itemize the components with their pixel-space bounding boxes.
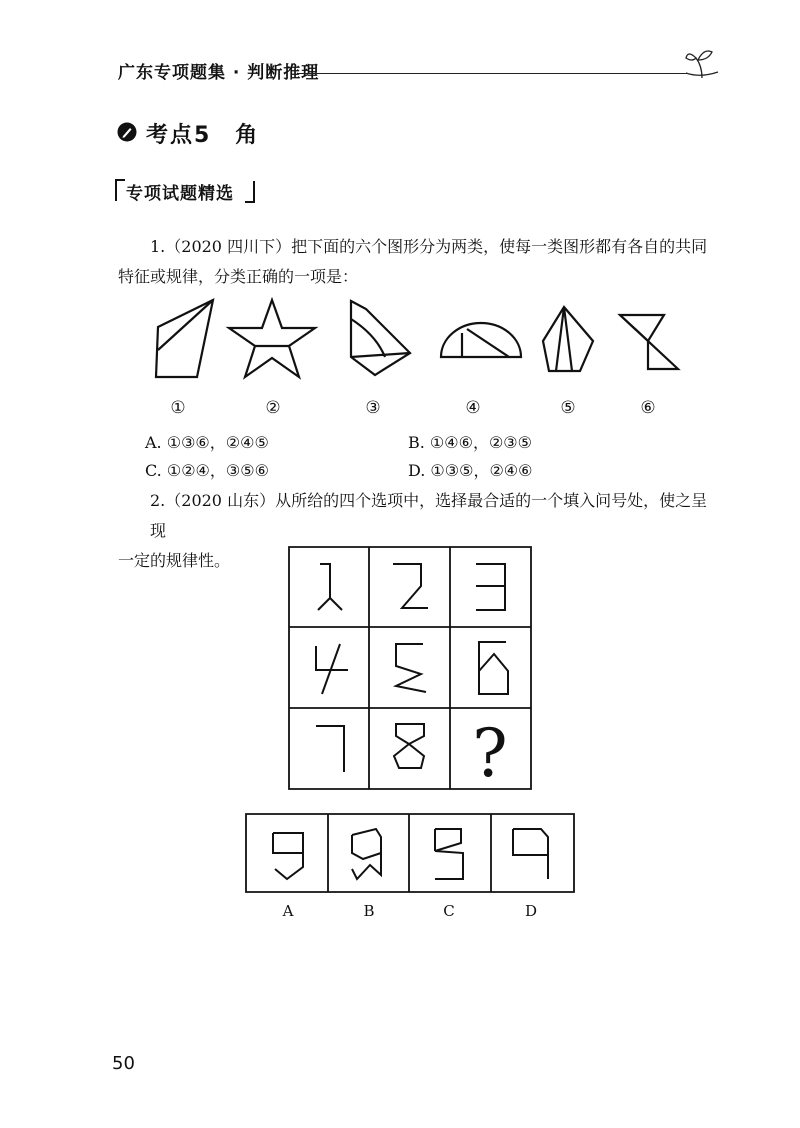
choice-label-c: C	[443, 902, 455, 920]
choice-label-a: A	[282, 902, 294, 920]
answer-choices	[245, 813, 575, 893]
grid-cell-1-glyph	[318, 564, 342, 610]
figure-label-4: ④	[465, 398, 481, 418]
option-b[interactable]: B. ①④⑥，②③⑤	[408, 433, 532, 452]
figure-label-6: ⑥	[640, 398, 656, 418]
header-rule	[298, 73, 688, 74]
question-1-line-2: 特征或规律，分类正确的一项是：	[118, 267, 359, 286]
option-a[interactable]: A. ①③⑥，②④⑤	[145, 433, 269, 452]
question-2-line-2: 一定的规律性。	[118, 551, 231, 570]
option-c[interactable]: C. ①②④，③⑤⑥	[145, 461, 269, 480]
grid-cell-5-glyph	[396, 644, 426, 692]
figure-5-shape	[543, 307, 593, 371]
subheading-bracket-left	[115, 179, 125, 201]
figure-label-3: ③	[365, 398, 381, 418]
subheading-bracket-right	[245, 181, 255, 203]
choice-d-glyph[interactable]	[513, 829, 548, 879]
choice-a-glyph[interactable]	[273, 833, 303, 879]
question-1-line-1: 1.（2020 四川下）把下面的六个图形分为两类，使每一类图形都有各自的共同	[150, 237, 708, 256]
sprout-icon	[682, 44, 722, 80]
grid-cell-4-glyph	[316, 644, 348, 694]
option-d[interactable]: D. ①③⑤，②④⑥	[408, 461, 533, 480]
choice-label-b: B	[363, 902, 375, 920]
question-1-text	[118, 232, 718, 292]
figure-label-1: ①	[170, 398, 186, 418]
grid-cell-3-glyph	[476, 564, 505, 610]
figure-3-shape	[351, 301, 410, 375]
grid-cell-7-glyph	[316, 726, 344, 772]
choice-b-glyph[interactable]	[352, 829, 381, 879]
choice-c-glyph[interactable]	[435, 829, 463, 879]
puzzle-grid	[288, 546, 532, 790]
figure-6-shape	[620, 315, 678, 369]
section-title: 考点5 角	[146, 123, 260, 148]
pen-badge-icon	[117, 122, 137, 142]
subheading: 专项试题精选	[126, 184, 234, 204]
grid-cell-2-glyph	[393, 564, 428, 608]
figure-2-shape	[229, 300, 315, 377]
figure-label-2: ②	[265, 398, 281, 418]
page-number: 50	[112, 1053, 135, 1074]
running-header: 广东专项题集 · 判断推理	[118, 63, 320, 83]
question-1-figures	[140, 295, 700, 385]
grid-cell-6-glyph	[479, 642, 508, 694]
figure-1-shape	[156, 300, 213, 377]
choice-label-d: D	[524, 902, 538, 920]
figure-4-shape	[441, 323, 521, 357]
figure-label-5: ⑤	[560, 398, 576, 418]
question-2-line-1: 2.（2020 山东）从所给的四个选项中，选择最合适的一个填入问号处，使之呈现	[150, 491, 708, 540]
grid-cell-8-glyph	[394, 724, 424, 768]
grid-cell-9-question-mark: ?	[472, 715, 508, 790]
